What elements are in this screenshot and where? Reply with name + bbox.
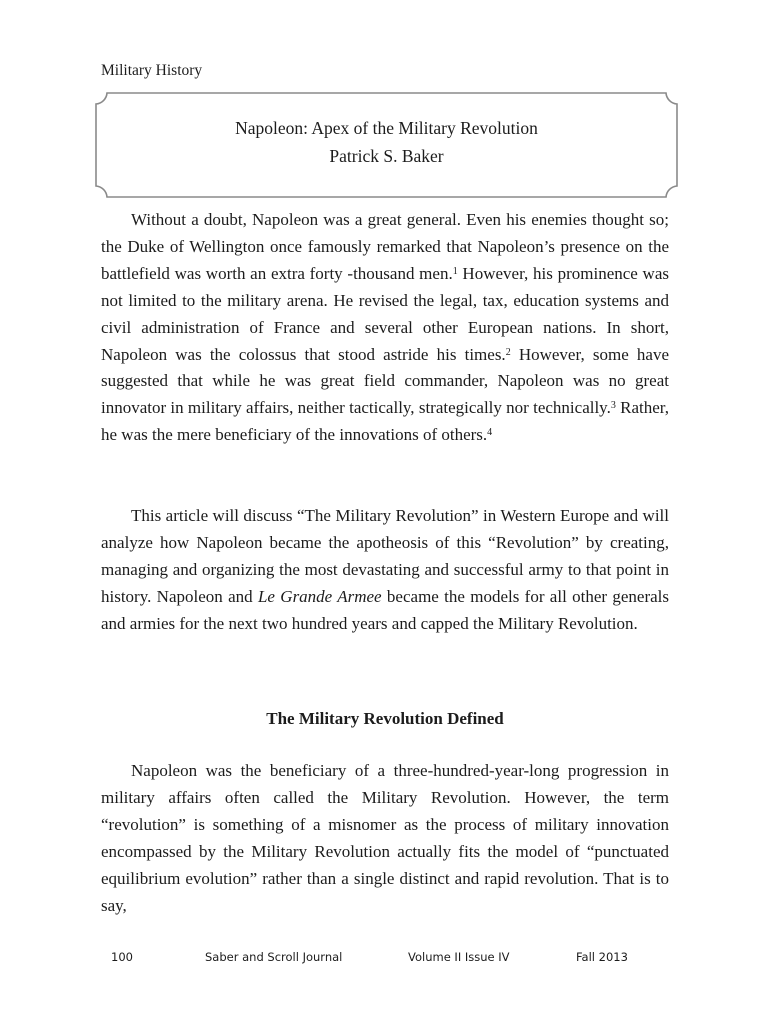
paragraph-3: [101, 758, 669, 919]
paragraph-text: Without a doubt, Napoleon was a great general. Even his enemies thought so; the Duke of Wellington once famously remarked that Napoleon’s presence on the battlefield was worth an extra forty -thousand men.: [101, 210, 669, 283]
running-head: Military History: [101, 62, 203, 79]
issue-date: Fall 2013: [576, 950, 628, 964]
paragraph-text: This article will discuss “The Military Revolution” in Western Europe and will analyze how Napoleon became the apotheosis of this “Revolution” by creating, managing and organizing the most devastating and successful army to that point in history. Napoleon and: [101, 506, 669, 606]
section-heading: The Military Revolution Defined: [266, 709, 504, 728]
paragraph-text: became the models for all other generals and armies for the next two hundred years and capped the Military Revolution.: [101, 586, 669, 633]
paragraph-1: [101, 207, 669, 449]
italic-term: Le Grande Armee: [257, 586, 382, 606]
paragraph-text: Rather, he was the mere beneficiary of the innovations of others.: [101, 398, 669, 445]
footnote-marker: 1: [452, 265, 458, 277]
volume-issue: Volume II Issue IV: [408, 950, 510, 964]
paragraph-text: Napoleon was the beneficiary of a three-hundred-year-long progression in military affairs often called the Military Revolution. However, the term “revolution” is something of a misnomer as the process of military innovation encompassed by the Military Revolution actually fits the model of “punctuated equilibrium evolution” rather than a single distinct and rapid revolution. That is to say,: [101, 761, 669, 915]
title-box: [95, 92, 678, 198]
paragraph-text: However, his prominence was not limited to the military arena. He revised the legal, tax, education systems and civil administration of France and several other European nations. In short, Napoleon was the colossus that stood astride his times.: [101, 263, 669, 364]
article-title: Napoleon: Apex of the Military Revolution: [235, 118, 538, 138]
paragraph-text: However, some have suggested that while he was great field commander, Napoleon was no great innovator in military affairs, neither tactically, strategically nor technically.: [101, 344, 669, 418]
footnote-marker: 3: [610, 400, 616, 412]
journal-name: Saber and Scroll Journal: [205, 950, 343, 964]
footnote-marker: 4: [487, 427, 493, 439]
paragraph-2: [101, 503, 669, 638]
article-author: Patrick S. Baker: [329, 146, 444, 166]
page-number: 100: [111, 950, 133, 964]
page-footer: [0, 950, 770, 970]
footnote-marker: 2: [505, 346, 511, 358]
